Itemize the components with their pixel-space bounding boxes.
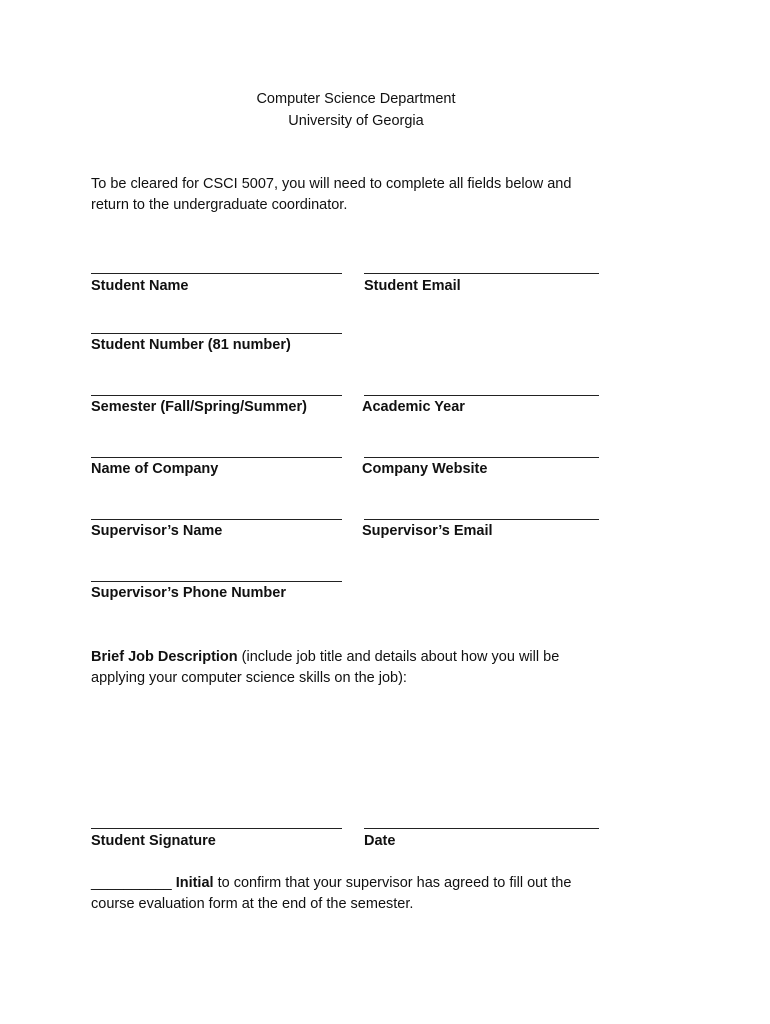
semester-label: Semester (Fall/Spring/Summer) [91, 399, 307, 415]
initial-instructions: to confirm that your supervisor has agreed to fill out the [213, 875, 572, 891]
company-website-field[interactable] [364, 457, 599, 458]
supervisor-email-field[interactable] [364, 519, 599, 520]
student-number-label: Student Number (81 number) [91, 337, 291, 353]
initial-line-1 [91, 873, 651, 894]
supervisor-name-field[interactable] [91, 519, 342, 520]
intro-line-2: return to the undergraduate coordinator. [91, 197, 348, 213]
supervisor-name-label: Supervisor’s Name [91, 523, 223, 539]
student-number-field[interactable] [91, 333, 342, 334]
job-description-label: Brief Job Description [91, 649, 238, 665]
company-name-label: Name of Company [91, 461, 219, 477]
job-description-instructions: (include job title and details about how you will be [237, 649, 560, 665]
department-title: Computer Science Department [256, 91, 456, 107]
initial-label: Initial [175, 875, 214, 891]
student-email-field[interactable] [364, 273, 599, 274]
initial-statement [91, 873, 651, 915]
initial-line-2: course evaluation form at the end of the semester. [91, 896, 414, 912]
academic-year-field[interactable] [364, 395, 599, 396]
semester-field[interactable] [91, 395, 342, 396]
supervisor-email-label: Supervisor’s Email [362, 523, 493, 539]
student-email-label: Student Email [364, 278, 461, 294]
university-title: University of Georgia [288, 113, 424, 129]
student-name-field[interactable] [91, 273, 342, 274]
date-label: Date [364, 833, 396, 849]
student-signature-field[interactable] [91, 828, 342, 829]
job-description-line-2: applying your computer science skills on the job): [91, 670, 407, 686]
job-description-prompt [91, 647, 631, 689]
initial-blank-field[interactable]: __________ [91, 875, 172, 891]
student-signature-label: Student Signature [91, 833, 216, 849]
supervisor-phone-label: Supervisor’s Phone Number [91, 585, 286, 601]
intro-line-1: To be cleared for CSCI 5007, you will need to complete all fields below and [91, 176, 572, 192]
supervisor-phone-field[interactable] [91, 581, 342, 582]
company-website-label: Company Website [362, 461, 488, 477]
company-name-field[interactable] [91, 457, 342, 458]
date-field[interactable] [364, 828, 599, 829]
job-description-area[interactable] [91, 695, 599, 815]
job-description-line-1 [91, 647, 631, 668]
intro-paragraph [91, 174, 631, 216]
student-name-label: Student Name [91, 278, 189, 294]
academic-year-label: Academic Year [362, 399, 465, 415]
